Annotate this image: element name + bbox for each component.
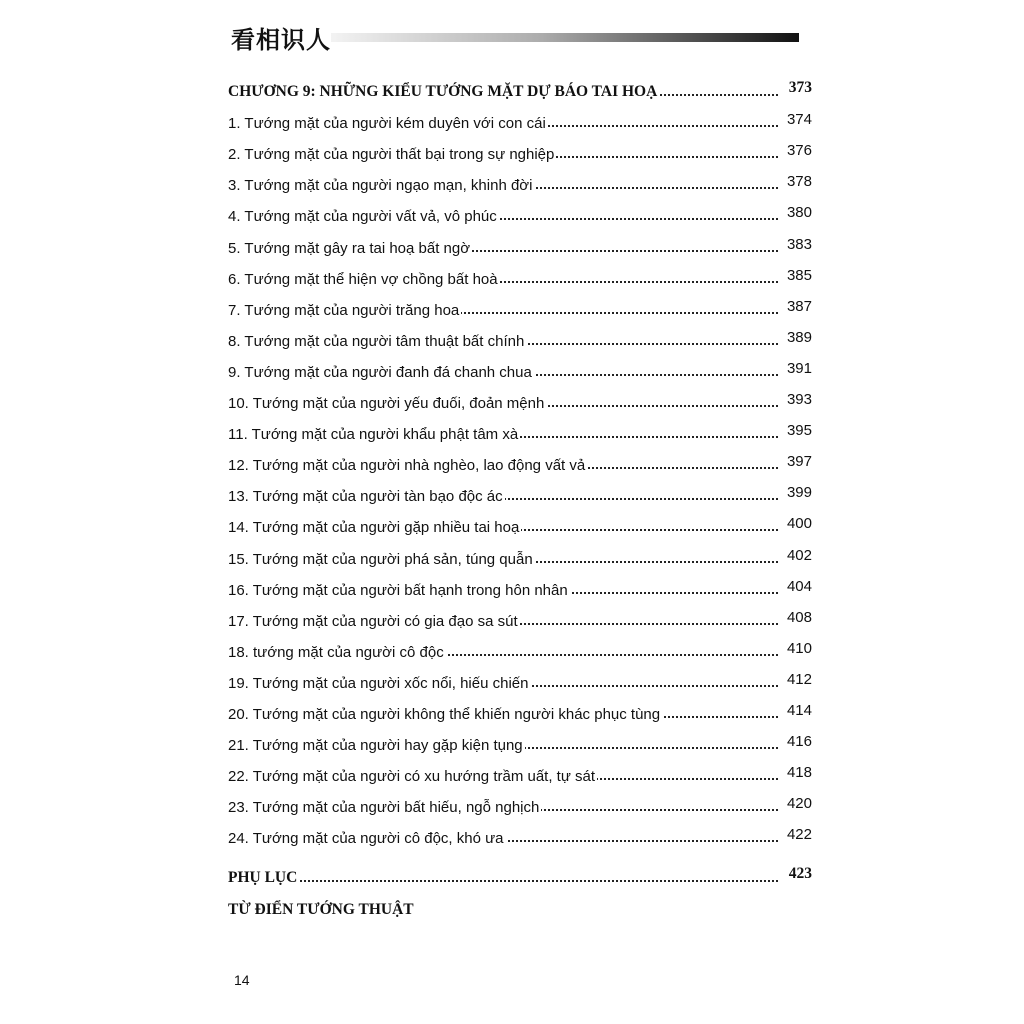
table-of-contents (228, 74, 812, 923)
toc-label: 4. Tướng mặt của người vất vả, vô phúc (228, 208, 497, 226)
toc-page-number: 374 (778, 111, 812, 128)
toc-page-number: 418 (778, 764, 812, 781)
toc-page-number: 404 (778, 578, 812, 595)
toc-label: 20. Tướng mặt của người không thể khiến người khác phục tùng (228, 705, 661, 723)
toc-label: 19. Tướng mặt của người xốc nổi, hiếu chiến (228, 674, 529, 692)
toc-page-number: 400 (778, 515, 812, 532)
toc-label: PHỤ LỤC (228, 869, 298, 887)
toc-entry (228, 167, 812, 198)
toc-entry (228, 385, 812, 416)
toc-entry (228, 789, 812, 820)
toc-label: 1. Tướng mặt của người kém duyên với con cái (228, 115, 546, 133)
toc-entry (228, 820, 812, 851)
toc-entry (228, 758, 812, 789)
toc-page-number: 399 (778, 484, 812, 501)
toc-label: 5. Tướng mặt gây ra tai hoạ bất ngờ (228, 239, 471, 257)
toc-page-number: 422 (778, 826, 812, 843)
toc-entry-list (228, 105, 812, 851)
toc-label: 18. tướng mặt của người cô độc (228, 643, 444, 661)
toc-entry (228, 198, 812, 229)
toc-page-number: 414 (778, 702, 812, 719)
dot-leader (228, 880, 778, 882)
toc-page-number: 420 (778, 795, 812, 812)
toc-entry (228, 105, 812, 136)
toc-chapter-heading (228, 74, 812, 105)
toc-entry (228, 292, 812, 323)
toc-label: TỪ ĐIỂN TƯỚNG THUẬT (228, 900, 414, 918)
toc-page-number: 378 (778, 173, 812, 190)
toc-page-number: 397 (778, 453, 812, 470)
toc-page-number: 410 (778, 640, 812, 657)
toc-page-number: 380 (778, 204, 812, 221)
toc-label: 22. Tướng mặt của người có xu hướng trầm uất, tự sát (228, 768, 596, 786)
toc-label: 17. Tướng mặt của người có gia đạo sa sút (228, 612, 518, 630)
toc-entry (228, 478, 812, 509)
toc-entry (228, 447, 812, 478)
toc-entry (228, 696, 812, 727)
toc-entry (228, 634, 812, 665)
toc-page-number: 408 (778, 609, 812, 626)
toc-label: 12. Tướng mặt của người nhà nghèo, lao động vất vả (228, 457, 586, 475)
toc-page-number: 395 (778, 422, 812, 439)
toc-label: 14. Tướng mặt của người gặp nhiều tai hoạ (228, 519, 520, 537)
toc-page-number: 383 (778, 236, 812, 253)
toc-entry (228, 540, 812, 571)
toc-entry (228, 323, 812, 354)
toc-label: 11. Tướng mặt của người khẩu phật tâm xà (228, 426, 519, 444)
header-rule (331, 33, 799, 42)
toc-label: 2. Tướng mặt của người thất bại trong sự nghiệp (228, 146, 555, 164)
toc-entry (228, 416, 812, 447)
toc-label: 23. Tướng mặt của người bất hiếu, ngỗ nghịch (228, 799, 540, 817)
toc-entry (228, 229, 812, 260)
toc-label: 3. Tướng mặt của người ngạo mạn, khinh đời (228, 177, 533, 195)
toc-page-number: 423 (778, 865, 812, 883)
toc-page-number: 376 (778, 142, 812, 159)
toc-dictionary-heading (228, 891, 812, 922)
toc-label: 9. Tướng mặt của người đanh đá chanh chua (228, 363, 532, 381)
toc-page-number: 391 (778, 360, 812, 377)
toc-label: 16. Tướng mặt của người bất hạnh trong hôn nhân (228, 581, 568, 599)
toc-label: 13. Tướng mặt của người tàn bạo độc ác (228, 488, 503, 506)
toc-page-number: 385 (778, 267, 812, 284)
toc-page-number: 393 (778, 391, 812, 408)
toc-appendix-heading (228, 860, 812, 891)
toc-entry (228, 261, 812, 292)
toc-entry (228, 603, 812, 634)
toc-page-number: 416 (778, 733, 812, 750)
toc-label: 6. Tướng mặt thể hiện vợ chồng bất hoà (228, 270, 498, 288)
toc-page-number: 389 (778, 329, 812, 346)
toc-entry (228, 509, 812, 540)
toc-label: 7. Tướng mặt của người trăng hoa (228, 301, 460, 319)
toc-entry (228, 665, 812, 696)
toc-entry (228, 727, 812, 758)
toc-label: CHƯƠNG 9: NHỮNG KIỂU TƯỚNG MẶT DỰ BÁO TAI HOẠ (228, 83, 658, 101)
toc-label: 10. Tướng mặt của người yếu đuối, đoản mệnh (228, 395, 545, 413)
toc-label: 15. Tướng mặt của người phá sản, túng quẫn (228, 550, 533, 568)
page-number: 14 (234, 972, 250, 988)
toc-page-number: 412 (778, 671, 812, 688)
toc-entry (228, 572, 812, 603)
toc-page-number: 387 (778, 298, 812, 315)
running-header (231, 20, 801, 54)
toc-entry (228, 136, 812, 167)
toc-entry (228, 354, 812, 385)
toc-label: 24. Tướng mặt của người cô độc, khó ưa (228, 830, 504, 848)
toc-label: 21. Tướng mặt của người hay gặp kiện tụng (228, 737, 523, 755)
toc-label: 8. Tướng mặt của người tâm thuật bất chính (228, 332, 525, 350)
toc-page-number: 402 (778, 547, 812, 564)
book-title: 看相识人 (231, 25, 331, 54)
toc-page-number: 373 (778, 79, 812, 97)
